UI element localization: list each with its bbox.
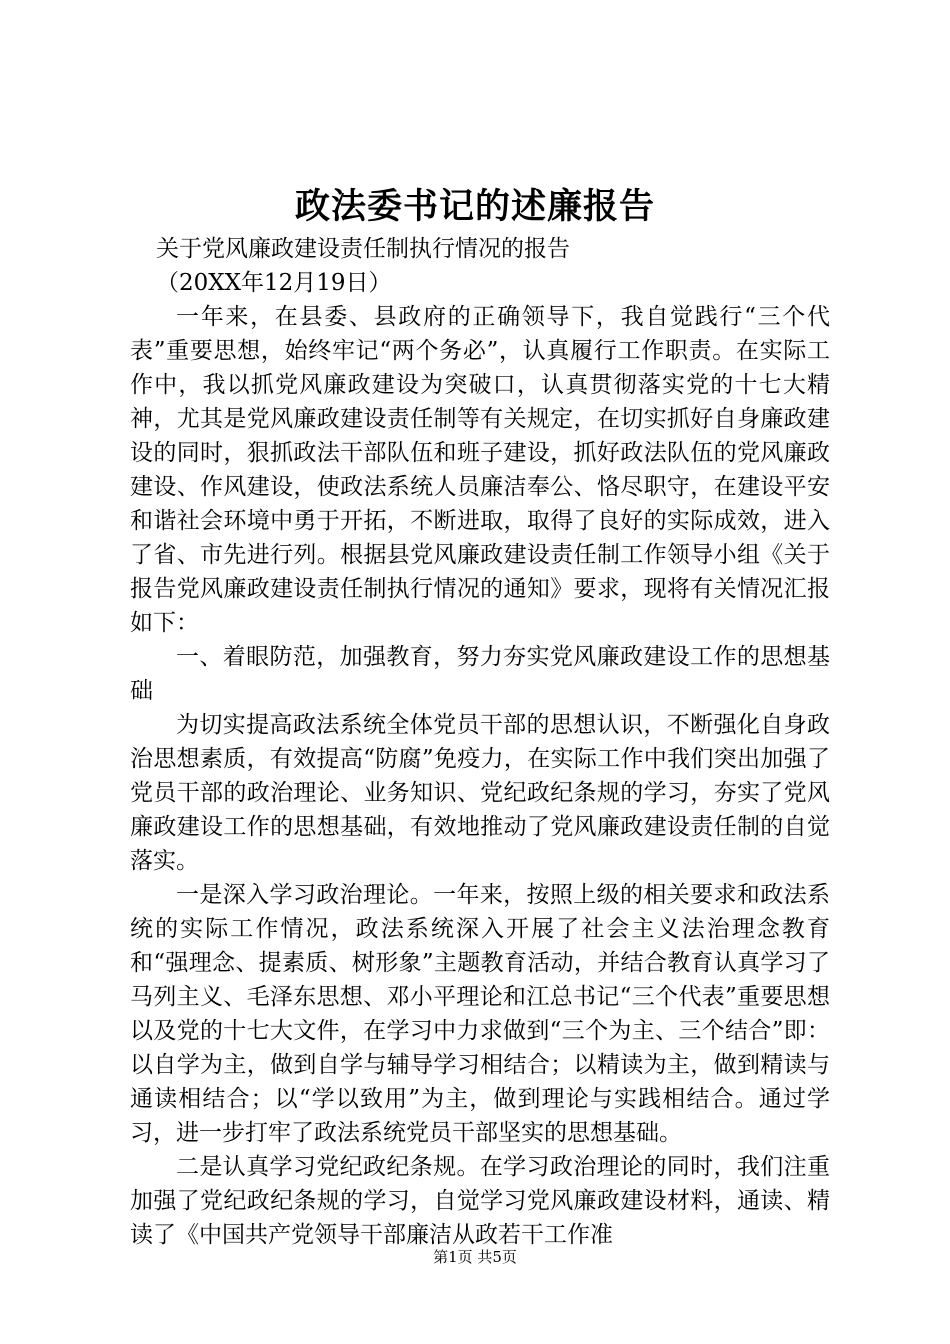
paragraph-intro: 一年来，在县委、县政府的正确领导下，我自觉践行“三个代表”重要思想，始终牢记“两个务必”，认真履行工作职责。在实际工作中，我以抓党风廉政建设为突破口，认真贯彻落实党的十七大精神，尤其是党风廉政建设责任制等有关规定，在切实抓好自身廉政建设的同时，狠抓政法干部队伍和班子建设，抓好政法队伍的党风廉政建设、作风建设，使政法系统人员廉洁奉公、恪尽职守，在建设平安和谐社会环境中勇于开拓，不断进取，取得了良好的实际成效，进入了省、市先进行列。根据县党风廉政建设责任制工作领导小组《关于报告党风廉政建设责任制执行情况的通知》要求，现将有关情况汇报如下： (130, 304, 830, 636)
paragraph-point-2: 二是认真学习党纪政纪条规。在学习政治理论的同时，我们注重加强了党纪政纪条规的学习，自觉学习党风廉政建设材料，通读、精读了《中国共产党领导干部廉洁从政若干工作准 (130, 1154, 830, 1248)
document-body (130, 232, 830, 1252)
paragraph-section-1: 为切实提高政法系统全体党员干部的思想认识，不断强化自身政治思想素质，有效提高“防腐”免疫力，在实际工作中我们突出加强了党员干部的政治理论、业务知识、党纪政纪条规的学习，夯实了党风廉政建设工作的思想基础，有效地推动了党风廉政建设责任制的自觉落实。 (130, 712, 830, 874)
page-footer: 第1页 共5页 (433, 1248, 517, 1266)
section-heading-1: 一、着眼防范，加强教育，努力夯实党风廉政建设工作的思想基础 (130, 644, 830, 704)
date-line: （20XX年12月19日） (156, 270, 392, 296)
subtitle-line: 关于党风廉政建设责任制执行情况的报告 (156, 236, 570, 262)
document-title: 政法委书记的述廉报告 (294, 186, 655, 227)
paragraph-point-1: 一是深入学习政治理论。一年来，按照上级的相关要求和政法系统的实际工作情况，政法系统深入开展了社会主义法治理念教育和“强理念、提素质、树形象”主题教育活动，并结合教育认真学习了马列主义、毛泽东思想、邓小平理论和江总书记“三个代表”重要思想以及党的十七大文件，在学习中力求做到“三个为主、三个结合”即：以自学为主，做到自学与辅导学习相结合；以精读为主，做到精读与通读相结合；以“学以致用”为主，做到理论与实践相结合。通过学习，进一步打牢了政法系统党员干部坚实的思想基础。 (130, 882, 830, 1146)
